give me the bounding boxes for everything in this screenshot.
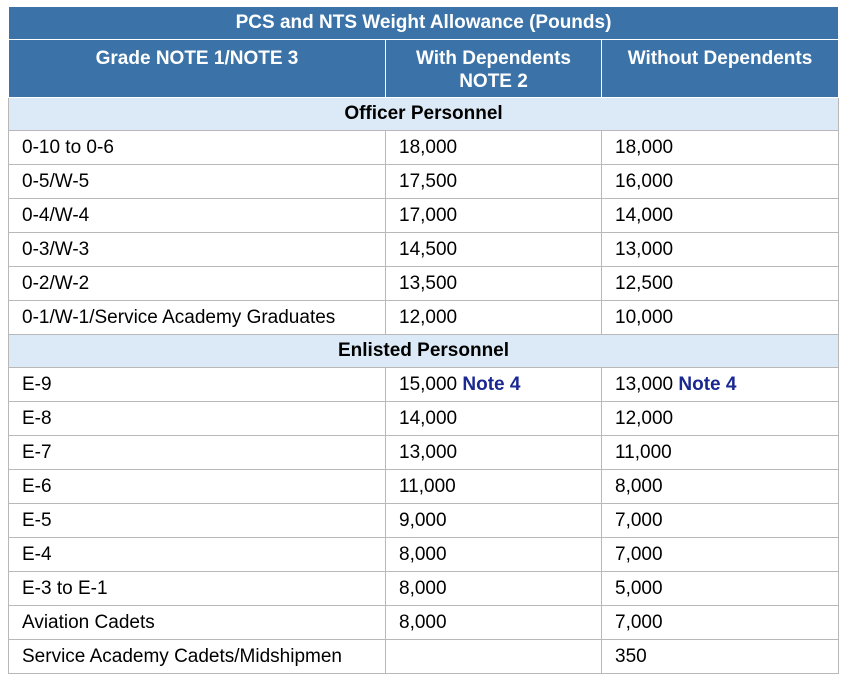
grade-cell: Service Academy Cadets/Midshipmen — [9, 640, 386, 674]
table-row — [9, 504, 839, 538]
with-dependents-cell: 17,000 — [386, 199, 602, 233]
without-dependents-cell: 7,000 — [602, 538, 839, 572]
table-row — [9, 640, 839, 674]
grade-cell: E-9 — [9, 368, 386, 402]
table-row — [9, 233, 839, 267]
table-row — [9, 606, 839, 640]
with-dependents-cell: 13,500 — [386, 267, 602, 301]
grade-cell: E-4 — [9, 538, 386, 572]
with-dependents-column-header — [386, 40, 602, 98]
table-title-row — [9, 7, 839, 40]
without-dependents-cell: 12,000 — [602, 402, 839, 436]
with-dependents-cell: 17,500 — [386, 165, 602, 199]
table-title: PCS and NTS Weight Allowance (Pounds) — [9, 7, 839, 40]
grade-cell: 0-1/W-1/Service Academy Graduates — [9, 301, 386, 335]
without-dependents-cell: 16,000 — [602, 165, 839, 199]
with-dependents-cell: 18,000 — [386, 131, 602, 165]
without-dependents-cell: 11,000 — [602, 436, 839, 470]
table-row — [9, 267, 839, 301]
with-dependents-cell: 8,000 — [386, 538, 602, 572]
officer-section-label: Officer Personnel — [9, 98, 839, 131]
grade-cell: 0-4/W-4 — [9, 199, 386, 233]
with-dependents-cell: 8,000 — [386, 572, 602, 606]
grade-cell: 0-5/W-5 — [9, 165, 386, 199]
without-dependents-value: 13,000 — [615, 373, 674, 395]
note-4-link[interactable]: Note 4 — [462, 373, 521, 395]
grade-cell: E-3 to E-1 — [9, 572, 386, 606]
with-dependents-cell: 9,000 — [386, 504, 602, 538]
without-dependents-cell: 12,500 — [602, 267, 839, 301]
note-4-link[interactable]: Note 4 — [678, 373, 737, 395]
with-dependents-cell: 11,000 — [386, 470, 602, 504]
with-dependents-cell — [386, 640, 602, 674]
without-dependents-cell: 350 — [602, 640, 839, 674]
with-dependents-value: 15,000 — [399, 373, 458, 395]
table-row — [9, 572, 839, 606]
table-row — [9, 538, 839, 572]
grade-cell: E-8 — [9, 402, 386, 436]
with-dependents-cell: 13,000 — [386, 436, 602, 470]
without-dependents-cell: 13,000 — [602, 233, 839, 267]
with-dependents-cell: 14,000 — [386, 402, 602, 436]
table-row — [9, 402, 839, 436]
grade-cell: E-6 — [9, 470, 386, 504]
table-row — [9, 470, 839, 504]
weight-allowance-table-wrapper — [8, 6, 838, 674]
without-dependents-cell: 8,000 — [602, 470, 839, 504]
with-dependents-cell: 8,000 — [386, 606, 602, 640]
without-dependents-cell: 14,000 — [602, 199, 839, 233]
table-row — [9, 131, 839, 165]
with-dependents-cell — [386, 368, 602, 402]
without-dependents-cell: 7,000 — [602, 504, 839, 538]
grade-cell: 0-2/W-2 — [9, 267, 386, 301]
without-dependents-cell: 18,000 — [602, 131, 839, 165]
grade-cell: E-7 — [9, 436, 386, 470]
table-row — [9, 165, 839, 199]
table-row — [9, 301, 839, 335]
without-dependents-cell: 10,000 — [602, 301, 839, 335]
with-dependents-header-line2: NOTE 2 — [459, 71, 528, 92]
officer-section-row — [9, 98, 839, 131]
table-row — [9, 436, 839, 470]
grade-cell: E-5 — [9, 504, 386, 538]
grade-cell: 0-3/W-3 — [9, 233, 386, 267]
table-row — [9, 199, 839, 233]
with-dependents-cell: 12,000 — [386, 301, 602, 335]
without-dependents-cell: 7,000 — [602, 606, 839, 640]
grade-column-header: Grade NOTE 1/NOTE 3 — [9, 40, 386, 98]
without-dependents-column-header: Without Dependents — [602, 40, 839, 98]
with-dependents-header-line1: With Dependents — [416, 48, 571, 69]
with-dependents-cell: 14,500 — [386, 233, 602, 267]
weight-allowance-table — [8, 6, 839, 674]
without-dependents-cell — [602, 368, 839, 402]
table-row — [9, 368, 839, 402]
enlisted-section-label: Enlisted Personnel — [9, 335, 839, 368]
column-header-row — [9, 40, 839, 98]
grade-cell: Aviation Cadets — [9, 606, 386, 640]
grade-cell: 0-10 to 0-6 — [9, 131, 386, 165]
enlisted-section-row — [9, 335, 839, 368]
without-dependents-cell: 5,000 — [602, 572, 839, 606]
